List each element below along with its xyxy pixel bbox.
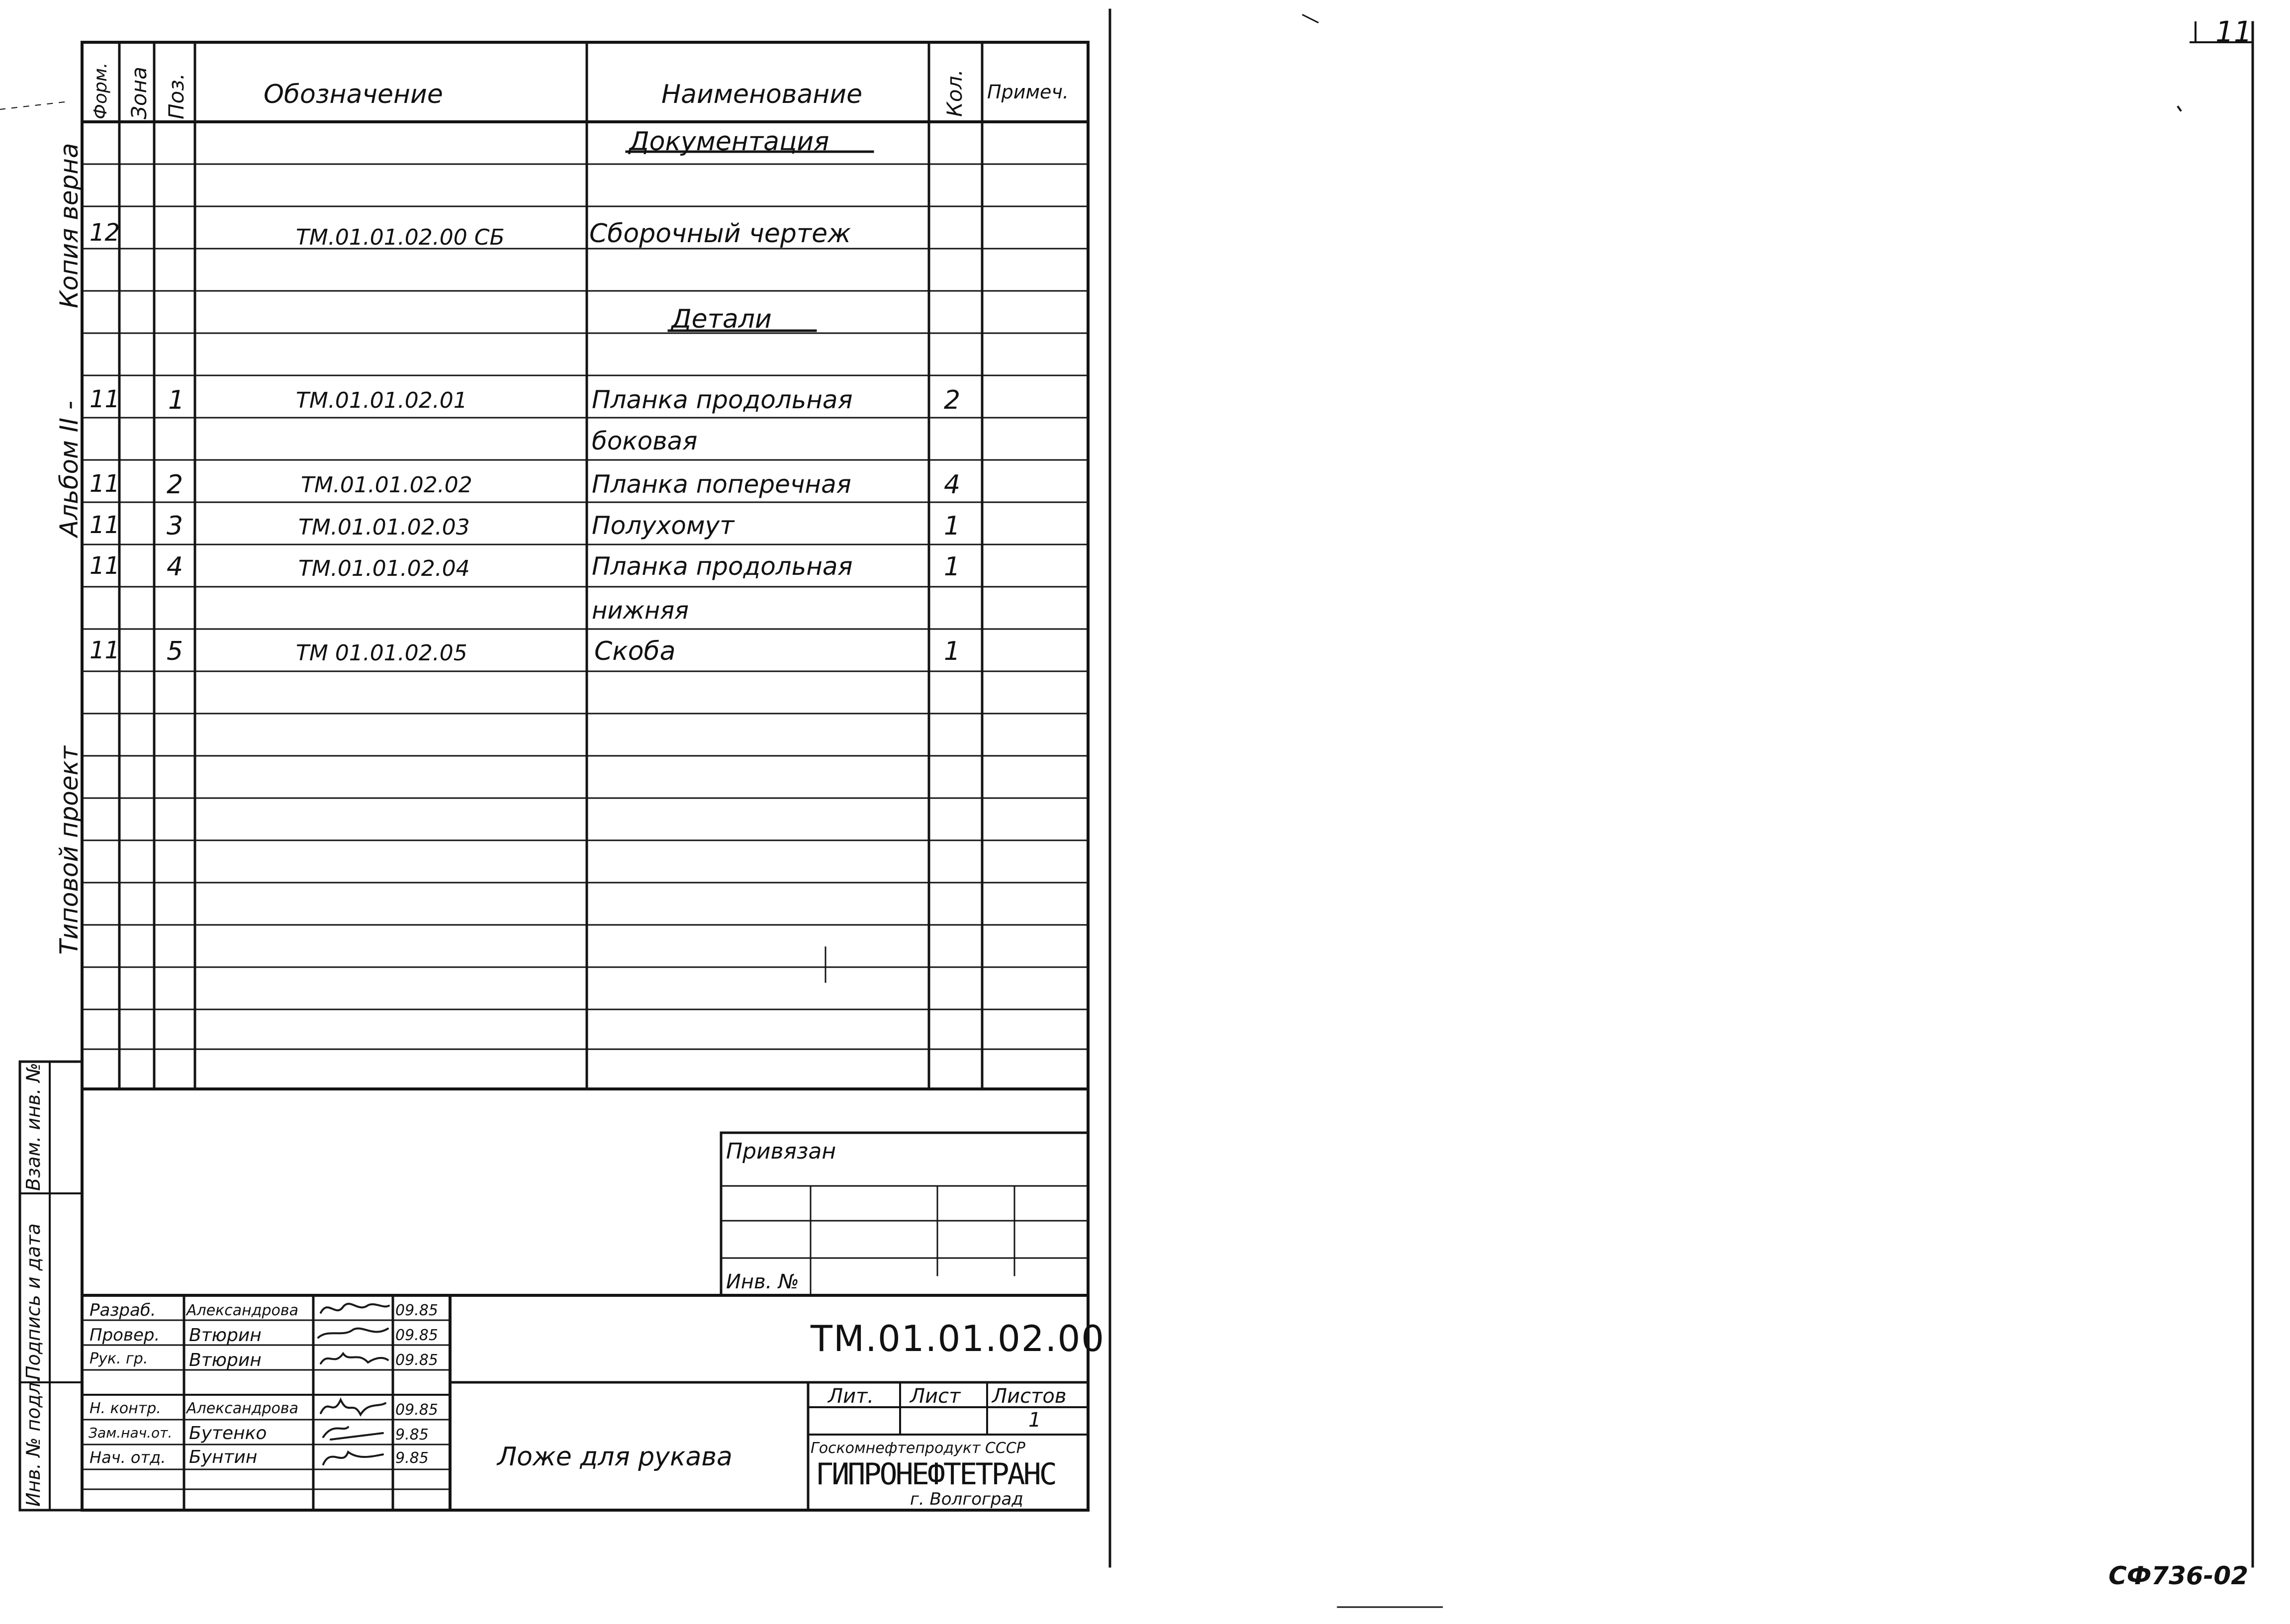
row-pos: 3 <box>167 511 183 541</box>
row-qty: 1 <box>944 552 961 582</box>
row-qty: 2 <box>944 385 961 415</box>
sheet-label: Лист <box>910 1385 961 1408</box>
row-pos: 2 <box>167 470 183 500</box>
date-checked: 09.85 <box>395 1327 438 1344</box>
margin-sign-date: Подпись и дата <box>22 1223 44 1380</box>
row-name: Планка продольная <box>592 385 853 414</box>
name-norm-control: Александрова <box>186 1400 298 1417</box>
footer-code: СФ736-02 <box>2108 1561 2248 1590</box>
name-group-head: Втюрин <box>189 1350 262 1370</box>
row-name: Сборочный чертеж <box>589 219 851 249</box>
row-designation: ТМ.01.01.02.03 <box>298 515 470 540</box>
page-number: 11 <box>2215 15 2252 49</box>
section-documentation: Документация <box>629 127 829 157</box>
margin-album: Альбом II - <box>55 400 84 537</box>
row-pos: 5 <box>167 636 183 666</box>
row-designation: ТМ.01.01.02.02 <box>301 472 472 498</box>
row-name: Скоба <box>594 636 676 666</box>
organization-name: ГИПРОНЕФТЕТРАНС <box>816 1457 1055 1492</box>
date-norm-control: 09.85 <box>395 1401 438 1419</box>
sheets-label: Листов <box>992 1385 1067 1408</box>
drawing-title: Ложе для рукава <box>497 1442 733 1472</box>
drawing-designation: ТМ.01.01.02.00 <box>811 1318 1105 1359</box>
row-designation: ТМ.01.01.02.01 <box>296 388 467 413</box>
row-qty: 1 <box>944 636 961 666</box>
row-name: Полухомут <box>592 511 734 540</box>
row-format: 11 <box>90 511 120 539</box>
section-parts: Детали <box>671 304 772 334</box>
row-format: 11 <box>90 552 120 580</box>
row-designation: ТМ 01.01.02.05 <box>296 640 467 666</box>
header-name: Наименование <box>661 80 863 109</box>
row-name: Планка продольная <box>592 552 853 581</box>
header-pos: Поз. <box>164 73 188 119</box>
role-deputy-head: Зам.нач.от. <box>89 1425 173 1441</box>
ministry-label: Госкомнефтепродукт СССР <box>811 1440 1025 1457</box>
row-designation: ТМ.01.01.02.00 СБ <box>296 225 505 250</box>
name-dept-head: Бунтин <box>189 1447 258 1467</box>
row-pos: 1 <box>168 385 185 415</box>
row-pos: 4 <box>167 552 183 582</box>
header-qty: Кол. <box>942 69 967 117</box>
row-format: 11 <box>90 636 120 664</box>
row-qty: 1 <box>944 511 961 541</box>
role-norm-control: Н. контр. <box>90 1400 161 1417</box>
row-designation: ТМ.01.01.02.04 <box>298 556 470 581</box>
row-format: 11 <box>90 385 120 413</box>
row-name: Планка поперечная <box>592 470 851 499</box>
margin-copy-note: Копия верна <box>55 143 84 308</box>
name-deputy-head: Бутенко <box>189 1423 267 1444</box>
bound-label: Привязан <box>726 1139 836 1164</box>
date-developer: 09.85 <box>395 1302 438 1319</box>
row-name: боковая <box>592 427 698 455</box>
row-format: 12 <box>90 219 120 247</box>
role-checked: Провер. <box>90 1325 160 1345</box>
city-label: г. Волгоград <box>910 1489 1023 1509</box>
row-qty: 4 <box>944 470 961 500</box>
header-designation: Обозначение <box>264 80 443 109</box>
row-name: нижняя <box>592 597 689 625</box>
header-note: Примеч. <box>987 81 1069 103</box>
margin-inv-replace: Взам. инв. № <box>22 1062 44 1191</box>
header-zone: Зона <box>127 67 151 119</box>
role-group-head: Рук. гр. <box>90 1350 148 1367</box>
header-format: Форм. <box>91 62 111 119</box>
name-developer: Александрова <box>186 1302 298 1319</box>
bound-inv-label: Инв. № <box>726 1270 799 1293</box>
role-dept-head: Нач. отд. <box>90 1448 166 1467</box>
date-deputy-head: 9.85 <box>395 1426 429 1444</box>
date-group-head: 09.85 <box>395 1352 438 1369</box>
name-checked: Втюрин <box>189 1325 262 1346</box>
lit-label: Лит. <box>828 1385 874 1408</box>
sheets-value: 1 <box>1028 1409 1041 1432</box>
margin-project: Типовой проект <box>55 746 84 955</box>
role-developer: Разраб. <box>90 1300 156 1320</box>
date-dept-head: 9.85 <box>395 1449 429 1467</box>
margin-inv-original: Инв. № подл. <box>22 1376 44 1507</box>
row-format: 11 <box>90 470 120 498</box>
